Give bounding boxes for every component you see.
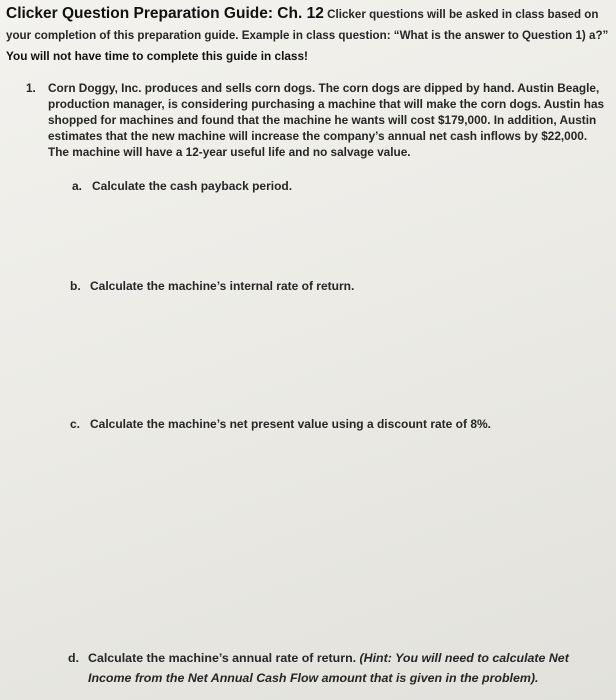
question-number: 1.: [26, 81, 36, 95]
part-d-hint-line1: (Hint: You will need to calculate Net: [359, 651, 569, 665]
guide-header: [6, 4, 610, 66]
question-text: Corn Doggy, Inc. produces and sells corn dogs. The corn dogs are dipped by hand. Austin Beagle, production manager, is considering purchasing a machine that will make the corn dogs. Austin has shopped for machines and found that the machine he wants will cost $179,000. In addition, Austin estimates that the new machine will increase the company’s annual net cash inflows by $22,000. The machine will have a 12-year useful life and no salvage value.: [48, 81, 605, 159]
guide-intro: Clicker questions will be asked in class based on your completion of this preparation guide. Example in class question: “What is the answer to Question 1) a?”: [6, 8, 609, 42]
part-d-hint-line2: Income from the Net Annual Cash Flow amount that is given in the problem).: [88, 671, 539, 685]
part-c-letter: c.: [70, 417, 81, 431]
part-a-text: Calculate the cash payback period.: [92, 179, 293, 193]
part-b: [70, 278, 354, 294]
guide-title: Clicker Question Preparation Guide: Ch. 12: [6, 5, 324, 22]
part-b-letter: b.: [70, 279, 81, 293]
part-d-text: Calculate the machine’s annual rate of return.: [88, 651, 357, 665]
part-b-text: Calculate the machine’s internal rate of return.: [90, 279, 355, 293]
question-1: [26, 80, 610, 160]
part-c: [70, 416, 491, 432]
part-a-letter: a.: [72, 179, 83, 193]
guide-warning: You will not have time to complete this guide in class!: [6, 49, 308, 63]
part-a: [72, 178, 292, 194]
part-d: [68, 648, 608, 688]
part-c-text: Calculate the machine’s net present value using a discount rate of 8%.: [90, 417, 491, 431]
part-d-letter: d.: [68, 651, 80, 665]
